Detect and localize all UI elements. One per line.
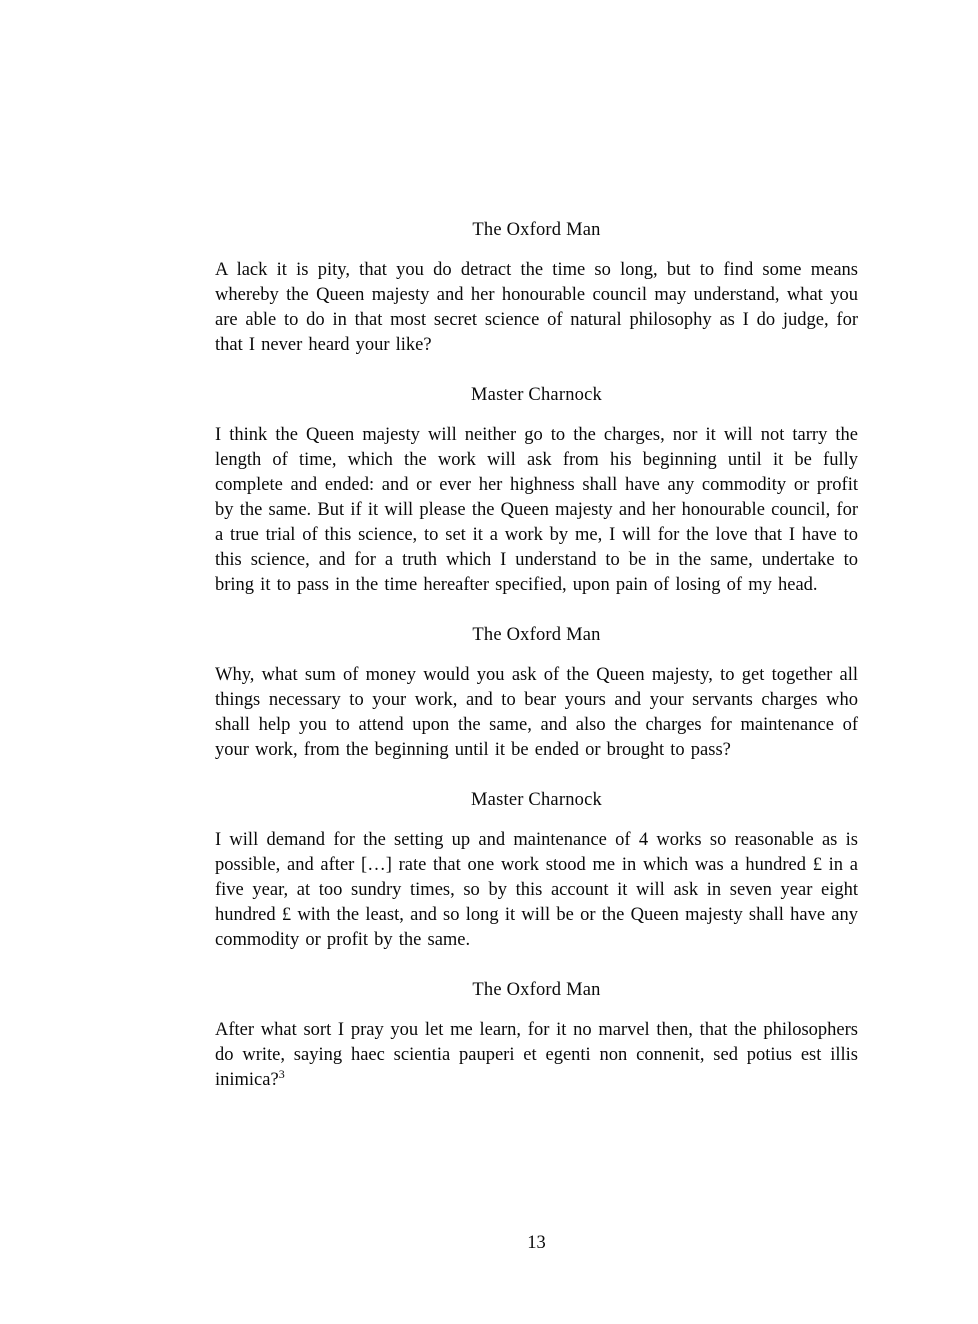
dialogue-paragraph: [215, 1018, 858, 1093]
dialogue-section: [215, 788, 858, 953]
page-content: [215, 218, 858, 1093]
dialogue-paragraph: A lack it is pity, that you do detract the time so long, but to find some means whereby the Queen majesty and her honourable council may understand, what you are able to do in that most secret science of natural philosophy as I do judge, for that I never heard your like?: [215, 260, 858, 355]
speaker-heading: The Oxford Man: [472, 220, 601, 240]
speaker-heading: Master Charnock: [471, 790, 602, 810]
dialogue-section: [215, 978, 858, 1093]
speaker-heading: Master Charnock: [471, 385, 602, 405]
footnote-reference: 3: [278, 1066, 285, 1081]
dialogue-section: [215, 623, 858, 763]
page-number: 13: [527, 1233, 546, 1253]
speaker-heading: The Oxford Man: [472, 980, 601, 1000]
dialogue-paragraph: Why, what sum of money would you ask of the Queen majesty, to get together all things necessary to your work, and to bear yours and your servants charges who shall help you to attend upon the same, and also the charges for maintenance of your work, from the beginning until it be ended or brought to pass?: [215, 665, 858, 760]
dialogue-section: [215, 383, 858, 598]
speaker-heading: The Oxford Man: [472, 625, 601, 645]
dialogue-section: [215, 218, 858, 358]
dialogue-paragraph: I will demand for the setting up and maintenance of 4 works so reasonable as is possible, and after […] rate that one work stood me in which was a hundred £ in a five year, at too sundry times, so by this account it will ask in seven year eight hundred £ with the least, and so long it will be or the Queen majesty shall have any commodity or profit by the same.: [215, 830, 858, 950]
dialogue-text: After what sort I pray you let me learn, for it no marvel then, that the philosophers do write, saying haec scientia pauperi et egenti non connenit, sed potius est illis inimica?: [215, 1020, 858, 1090]
dialogue-paragraph: I think the Queen majesty will neither go to the charges, nor it will not tarry the length of time, which the work will ask from his beginning until it be fully complete and ended: and or ever her highness shall have any commodity or profit by the same. But if it will please the Queen majesty and her honourable council, for a true trial of this science, to set it a work by me, I will for the love that I have to this science, and for a truth which I understand to be in the same, undertake to bring it to pass in the time hereafter specified, upon pain of losing of my head.: [215, 425, 858, 595]
